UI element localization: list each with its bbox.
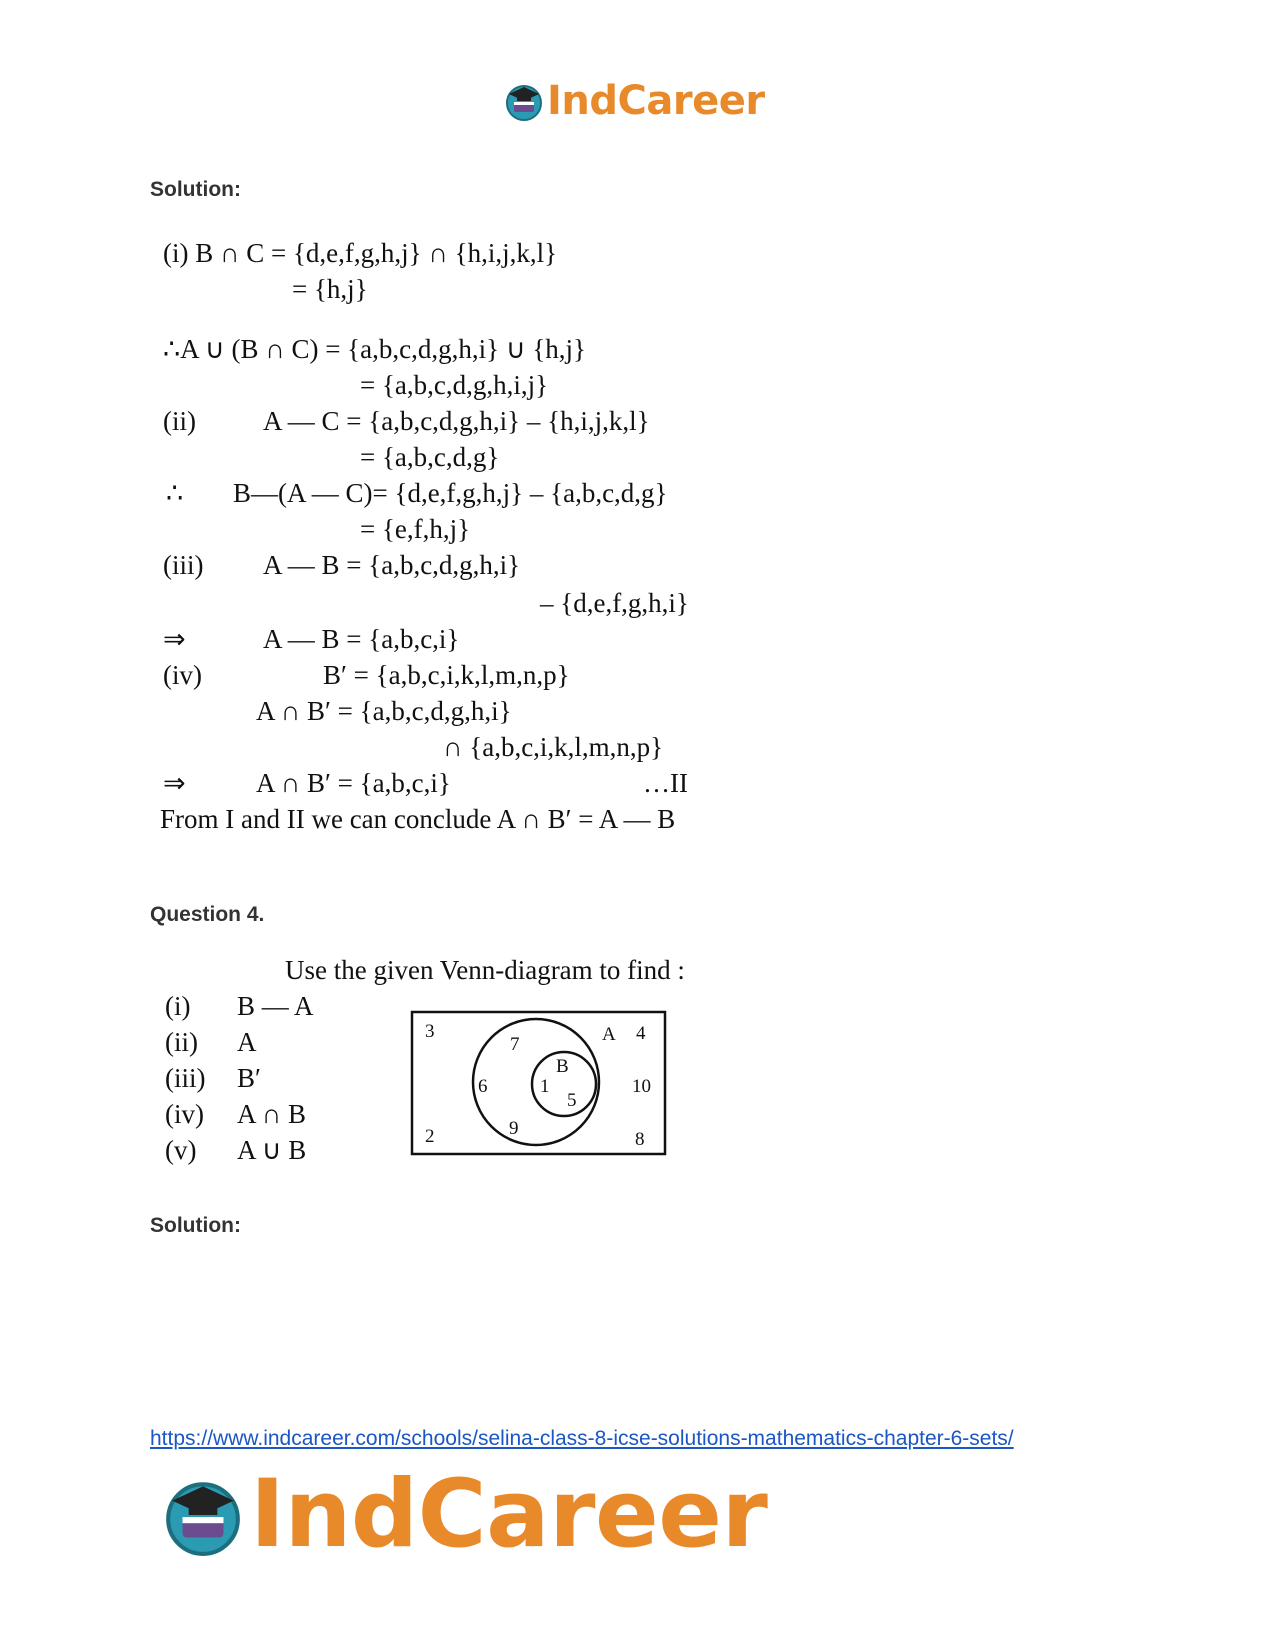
math-line: (iv) [163, 660, 202, 690]
venn-diagram [410, 1010, 670, 1160]
math-line: = {a,b,c,d,g} [360, 442, 500, 472]
math-line: ∩ {a,b,c,i,k,l,m,n,p} [443, 732, 664, 762]
question-item-num: (iv) [165, 1099, 204, 1129]
venn-label-a: A [602, 1024, 616, 1045]
set-a-circle [473, 1019, 599, 1145]
solution-heading: Solution: [150, 178, 241, 201]
math-line: A — B = {a,b,c,i} [263, 624, 460, 654]
math-line: = {h,j} [292, 274, 368, 304]
math-line: …II [643, 768, 688, 798]
question-intro: Use the given Venn-diagram to find : [285, 955, 685, 985]
question-item-num: (i) [165, 991, 191, 1021]
venn-element: 6 [478, 1076, 488, 1097]
math-line: B′ = {a,b,c,i,k,l,m,n,p} [323, 660, 570, 690]
question-heading: Question 4. [150, 903, 265, 926]
venn-label-b: B [556, 1056, 569, 1077]
venn-element: 2 [425, 1126, 435, 1147]
math-line: ∴ [166, 478, 184, 508]
math-line: ⇒ [163, 624, 186, 654]
venn-element: 4 [636, 1023, 646, 1044]
footer-url-link[interactable]: https://www.indcareer.com/schools/selina-class-8-icse-solutions-mathematics-chapter-6-sets/ [150, 1427, 1014, 1450]
solution-heading: Solution: [150, 1214, 241, 1237]
logo-text: IndCareer [250, 1460, 768, 1569]
math-line: (iii) [163, 550, 204, 580]
graduation-globe-icon [503, 80, 545, 122]
header-logo [503, 78, 765, 124]
math-line: From I and II we can conclude A ∩ B′ = A — B [160, 804, 676, 834]
universal-set-box [412, 1012, 665, 1154]
venn-element: 3 [425, 1021, 435, 1042]
math-line: A ∩ B′ = {a,b,c,d,g,h,i} [256, 696, 512, 726]
venn-element: 7 [510, 1034, 520, 1055]
graduation-globe-icon [160, 1472, 246, 1558]
math-line: = {a,b,c,d,g,h,i,j} [360, 370, 549, 400]
venn-element: 10 [632, 1076, 651, 1097]
math-line: A — C = {a,b,c,d,g,h,i} – {h,i,j,k,l} [263, 406, 650, 436]
math-line: (ii) [163, 406, 196, 436]
math-line: (i) B ∩ C = {d,e,f,g,h,j} ∩ {h,i,j,k,l} [163, 238, 558, 268]
question-item-text: B — A [237, 991, 314, 1021]
venn-element: 9 [509, 1118, 519, 1139]
question-item-num: (ii) [165, 1027, 198, 1057]
math-line: – {d,e,f,g,h,i} [540, 588, 689, 618]
math-line: B—(A — C)= {d,e,f,g,h,j} – {a,b,c,d,g} [233, 478, 668, 508]
question-item-text: A ∩ B [237, 1099, 307, 1129]
venn-element: 1 [540, 1076, 550, 1097]
question-item-num: (iii) [165, 1063, 206, 1093]
venn-element: 8 [635, 1129, 645, 1150]
footer-logo [160, 1460, 768, 1569]
math-line: ∴A ∪ (B ∩ C) = {a,b,c,d,g,h,i} ∪ {h,j} [163, 334, 586, 364]
math-line: = {e,f,h,j} [360, 514, 471, 544]
math-line: ⇒ [163, 768, 186, 798]
math-line: A ∩ B′ = {a,b,c,i} [256, 768, 451, 798]
math-line: A — B = {a,b,c,d,g,h,i} [263, 550, 521, 580]
logo-text: IndCareer [547, 78, 765, 124]
question-item-num: (v) [165, 1135, 197, 1165]
venn-element: 5 [567, 1090, 577, 1111]
question-item-text: B′ [237, 1063, 261, 1093]
question-item-text: A ∪ B [237, 1135, 307, 1165]
question-item-text: A [237, 1027, 257, 1057]
